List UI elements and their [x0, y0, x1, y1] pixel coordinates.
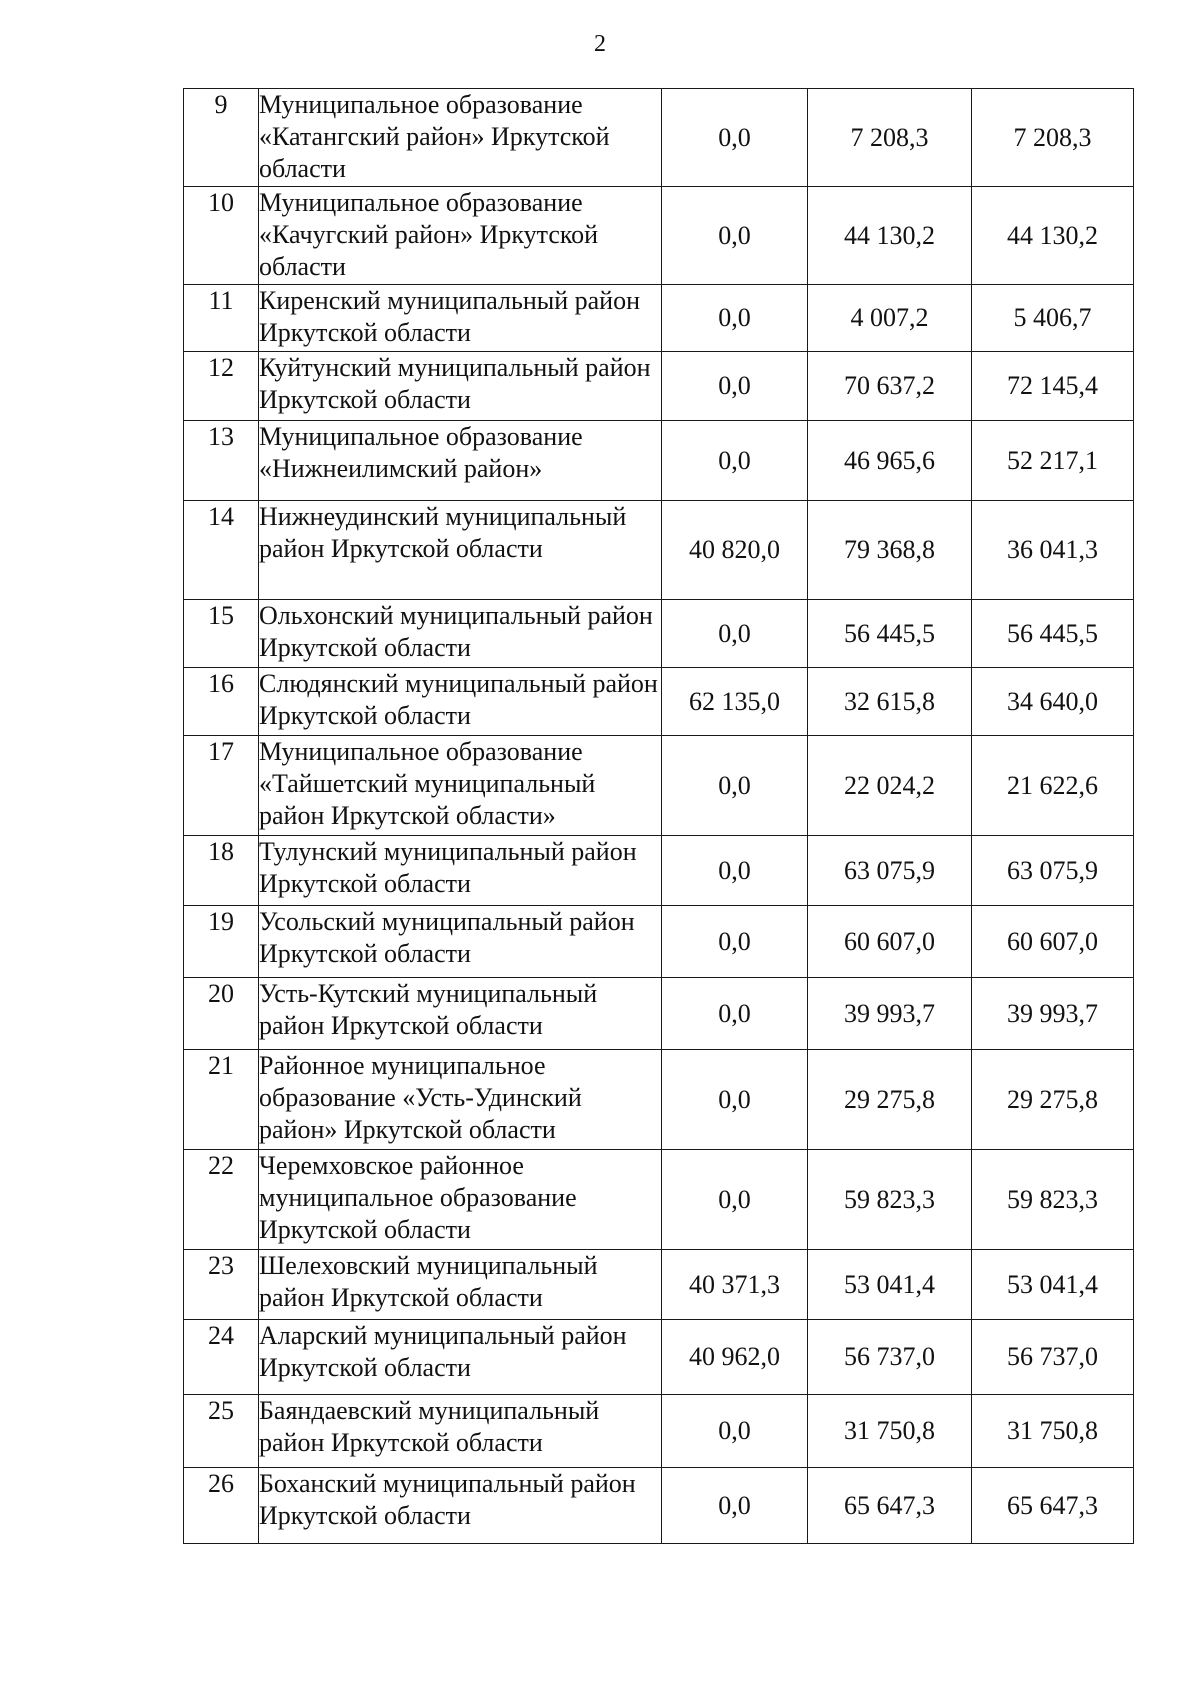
row-number: 11: [184, 285, 259, 352]
value-cell-1: 40 820,0: [662, 501, 808, 600]
municipality-name: Тулунский муниципальный район Иркутской области: [259, 836, 662, 906]
table-row: [184, 421, 1134, 501]
row-number: 20: [184, 978, 259, 1050]
row-number: 13: [184, 421, 259, 501]
table-row: [184, 501, 1134, 600]
value-cell-1: 0,0: [662, 187, 808, 285]
row-number: 18: [184, 836, 259, 906]
value-cell-3: 72 145,4: [972, 352, 1134, 421]
value-cell-1: 0,0: [662, 836, 808, 906]
table-row: [184, 1395, 1134, 1468]
row-number: 14: [184, 501, 259, 600]
table-row: [184, 978, 1134, 1050]
row-number: 9: [184, 89, 259, 187]
value-cell-2: 53 041,4: [808, 1250, 972, 1320]
page-number: 2: [594, 31, 606, 57]
value-cell-1: 0,0: [662, 89, 808, 187]
municipality-name: Нижнеудинский муниципальный район Иркутской области: [259, 501, 662, 600]
value-cell-2: 31 750,8: [808, 1395, 972, 1468]
table-row: [184, 285, 1134, 352]
value-cell-2: 56 737,0: [808, 1320, 972, 1395]
value-cell-3: 21 622,6: [972, 736, 1134, 836]
value-cell-2: 70 637,2: [808, 352, 972, 421]
value-cell-2: 59 823,3: [808, 1150, 972, 1250]
municipality-name: Аларский муниципальный район Иркутской области: [259, 1320, 662, 1395]
municipality-name: Слюдянский муниципальный район Иркутской области: [259, 668, 662, 736]
row-number: 22: [184, 1150, 259, 1250]
value-cell-3: 5 406,7: [972, 285, 1134, 352]
value-cell-3: 63 075,9: [972, 836, 1134, 906]
value-cell-2: 46 965,6: [808, 421, 972, 501]
row-number: 19: [184, 906, 259, 978]
value-cell-2: 7 208,3: [808, 89, 972, 187]
table-row: [184, 600, 1134, 668]
municipality-name: Ольхонский муниципальный район Иркутской области: [259, 600, 662, 668]
value-cell-1: 0,0: [662, 978, 808, 1050]
value-cell-1: 0,0: [662, 600, 808, 668]
value-cell-3: 56 445,5: [972, 600, 1134, 668]
value-cell-2: 79 368,8: [808, 501, 972, 600]
municipality-name: Куйтунский муниципальный район Иркутской области: [259, 352, 662, 421]
table-row: [184, 1468, 1134, 1544]
value-cell-3: 36 041,3: [972, 501, 1134, 600]
value-cell-1: 0,0: [662, 1395, 808, 1468]
value-cell-3: 60 607,0: [972, 906, 1134, 978]
municipality-name: Шелеховский муниципальный район Иркутской области: [259, 1250, 662, 1320]
value-cell-3: 7 208,3: [972, 89, 1134, 187]
table-row: [184, 836, 1134, 906]
table-row: [184, 906, 1134, 978]
value-cell-3: 56 737,0: [972, 1320, 1134, 1395]
table-body: [184, 89, 1134, 1544]
value-cell-1: 0,0: [662, 1050, 808, 1150]
table-row: [184, 187, 1134, 285]
table-row: [184, 668, 1134, 736]
row-number: 24: [184, 1320, 259, 1395]
value-cell-2: 39 993,7: [808, 978, 972, 1050]
value-cell-2: 44 130,2: [808, 187, 972, 285]
value-cell-3: 31 750,8: [972, 1395, 1134, 1468]
value-cell-3: 44 130,2: [972, 187, 1134, 285]
row-number: 26: [184, 1468, 259, 1544]
table-row: [184, 352, 1134, 421]
value-cell-3: 29 275,8: [972, 1050, 1134, 1150]
municipality-name: Баяндаевский муниципальный район Иркутской области: [259, 1395, 662, 1468]
value-cell-1: 62 135,0: [662, 668, 808, 736]
value-cell-1: 0,0: [662, 906, 808, 978]
municipality-name: Черемховское районное муниципальное образование Иркутской области: [259, 1150, 662, 1250]
row-number: 15: [184, 600, 259, 668]
value-cell-1: 0,0: [662, 1468, 808, 1544]
value-cell-2: 56 445,5: [808, 600, 972, 668]
value-cell-3: 59 823,3: [972, 1150, 1134, 1250]
table-row: [184, 1320, 1134, 1395]
value-cell-3: 39 993,7: [972, 978, 1134, 1050]
municipality-name: Киренский муниципальный район Иркутской области: [259, 285, 662, 352]
value-cell-2: 29 275,8: [808, 1050, 972, 1150]
municipality-name: Боханский муниципальный район Иркутской области: [259, 1468, 662, 1544]
value-cell-2: 4 007,2: [808, 285, 972, 352]
value-cell-1: 0,0: [662, 285, 808, 352]
value-cell-2: 65 647,3: [808, 1468, 972, 1544]
value-cell-1: 0,0: [662, 736, 808, 836]
value-cell-3: 34 640,0: [972, 668, 1134, 736]
value-cell-3: 65 647,3: [972, 1468, 1134, 1544]
value-cell-2: 63 075,9: [808, 836, 972, 906]
value-cell-1: 0,0: [662, 1150, 808, 1250]
municipality-name: Усольский муниципальный район Иркутской области: [259, 906, 662, 978]
row-number: 21: [184, 1050, 259, 1150]
table-row: [184, 1150, 1134, 1250]
row-number: 16: [184, 668, 259, 736]
table-row: [184, 1250, 1134, 1320]
row-number: 25: [184, 1395, 259, 1468]
value-cell-1: 0,0: [662, 352, 808, 421]
row-number: 17: [184, 736, 259, 836]
municipality-name: Муниципальное образование «Нижнеилимский район»: [259, 421, 662, 501]
budget-table: [183, 88, 1134, 1544]
value-cell-1: 0,0: [662, 421, 808, 501]
table-row: [184, 1050, 1134, 1150]
row-number: 10: [184, 187, 259, 285]
municipality-name: Усть-Кутский муниципальный район Иркутской области: [259, 978, 662, 1050]
table-row: [184, 736, 1134, 836]
municipality-name: Муниципальное образование «Качугский район» Иркутской области: [259, 187, 662, 285]
value-cell-2: 32 615,8: [808, 668, 972, 736]
municipality-name: Муниципальное образование «Катангский район» Иркутской области: [259, 89, 662, 187]
value-cell-3: 52 217,1: [972, 421, 1134, 501]
municipality-name: Районное муниципальное образование «Усть-Удинский район» Иркутской области: [259, 1050, 662, 1150]
value-cell-2: 22 024,2: [808, 736, 972, 836]
value-cell-1: 40 371,3: [662, 1250, 808, 1320]
value-cell-2: 60 607,0: [808, 906, 972, 978]
table-row: [184, 89, 1134, 187]
row-number: 12: [184, 352, 259, 421]
value-cell-1: 40 962,0: [662, 1320, 808, 1395]
row-number: 23: [184, 1250, 259, 1320]
value-cell-3: 53 041,4: [972, 1250, 1134, 1320]
municipality-name: Муниципальное образование «Тайшетский муниципальный район Иркутской области»: [259, 736, 662, 836]
